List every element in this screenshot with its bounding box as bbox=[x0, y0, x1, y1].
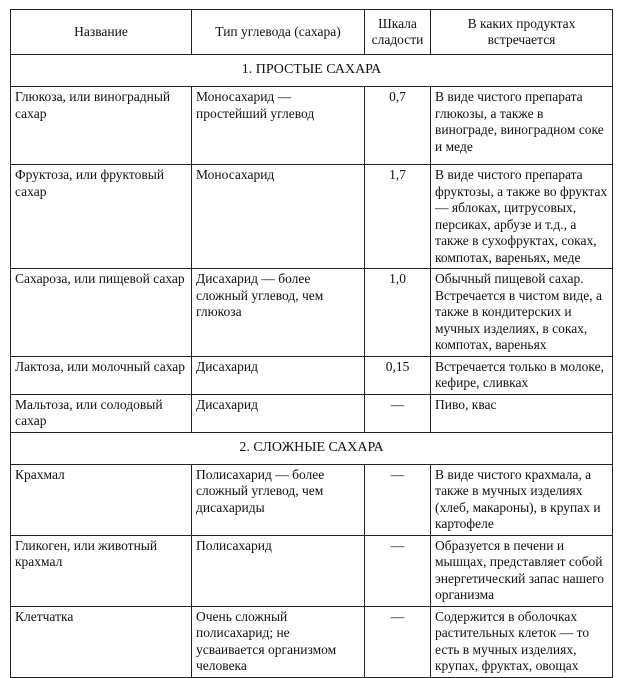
table-row bbox=[11, 606, 613, 677]
cell-sweetness: — bbox=[365, 535, 431, 606]
table-row bbox=[11, 535, 613, 606]
section-row bbox=[11, 432, 613, 464]
cell-type: Моносахарид bbox=[192, 165, 365, 269]
header-type: Тип углевода (сахара) bbox=[192, 10, 365, 55]
cell-name: Фруктоза, или фруктовый сахар bbox=[11, 165, 192, 269]
header-row bbox=[11, 10, 613, 55]
table-row bbox=[11, 464, 613, 535]
cell-sweetness: — bbox=[365, 464, 431, 535]
header-name: Название bbox=[11, 10, 192, 55]
cell-products: В виде чистого крахмала, а также в мучных изделиях (хлеб, макароны), в крупах и картофеле bbox=[431, 464, 613, 535]
table-row bbox=[11, 356, 613, 394]
cell-type: Очень сложный полисахарид; не усваивается организмом человека bbox=[192, 606, 365, 677]
cell-sweetness: 1,7 bbox=[365, 165, 431, 269]
cell-type: Дисахарид bbox=[192, 356, 365, 394]
cell-sweetness: — bbox=[365, 394, 431, 432]
cell-name: Крахмал bbox=[11, 464, 192, 535]
table-row bbox=[11, 87, 613, 165]
cell-name: Клетчатка bbox=[11, 606, 192, 677]
cell-products: Пиво, квас bbox=[431, 394, 613, 432]
header-sweetness: Шкала сладости bbox=[365, 10, 431, 55]
cell-name: Сахароза, или пищевой сахар bbox=[11, 269, 192, 357]
table-row bbox=[11, 394, 613, 432]
cell-type: Полисахарид — более сложный углевод, чем дисахариды bbox=[192, 464, 365, 535]
table-row bbox=[11, 165, 613, 269]
cell-name: Лактоза, или молочный сахар bbox=[11, 356, 192, 394]
cell-type: Моносахарид — простейший углевод bbox=[192, 87, 365, 165]
cell-sweetness: 0,15 bbox=[365, 356, 431, 394]
cell-name: Глюкоза, или виноградный сахар bbox=[11, 87, 192, 165]
cell-products: В виде чистого препарата фруктозы, а также во фруктах — яблоках, цитрусовых, персиках, арбузе и т.д., а также в сухофруктах, соках, компотах, вареньях, меде bbox=[431, 165, 613, 269]
cell-products: В виде чистого препарата глюкозы, а также в винограде, виноградном соке и меде bbox=[431, 87, 613, 165]
cell-type: Полисахарид bbox=[192, 535, 365, 606]
carbohydrates-table bbox=[10, 9, 613, 678]
section-title: 2. СЛОЖНЫЕ САХАРА bbox=[11, 432, 613, 464]
table-row bbox=[11, 269, 613, 357]
cell-products: Обычный пищевой сахар. Встречается в чистом виде, а также в кондитерских и мучных изделиях, в соках, компотах, вареньях bbox=[431, 269, 613, 357]
cell-sweetness: — bbox=[365, 606, 431, 677]
section-title: 1. ПРОСТЫЕ САХАРА bbox=[11, 55, 613, 87]
cell-products: Содержится в оболочках растительных клеток — то есть в мучных изделиях, крупах, фруктах, овощах bbox=[431, 606, 613, 677]
cell-name: Мальтоза, или солодовый сахар bbox=[11, 394, 192, 432]
cell-type: Дисахарид bbox=[192, 394, 365, 432]
cell-sweetness: 0,7 bbox=[365, 87, 431, 165]
cell-products: Образуется в печени и мышцах, представляет собой энергетический запас нашего организма bbox=[431, 535, 613, 606]
cell-name: Гликоген, или животный крахмал bbox=[11, 535, 192, 606]
cell-products: Встречается только в молоке, кефире, сливках bbox=[431, 356, 613, 394]
cell-sweetness: 1,0 bbox=[365, 269, 431, 357]
header-products: В каких продуктах встречается bbox=[431, 10, 613, 55]
section-row bbox=[11, 55, 613, 87]
cell-type: Дисахарид — более сложный углевод, чем глюкоза bbox=[192, 269, 365, 357]
